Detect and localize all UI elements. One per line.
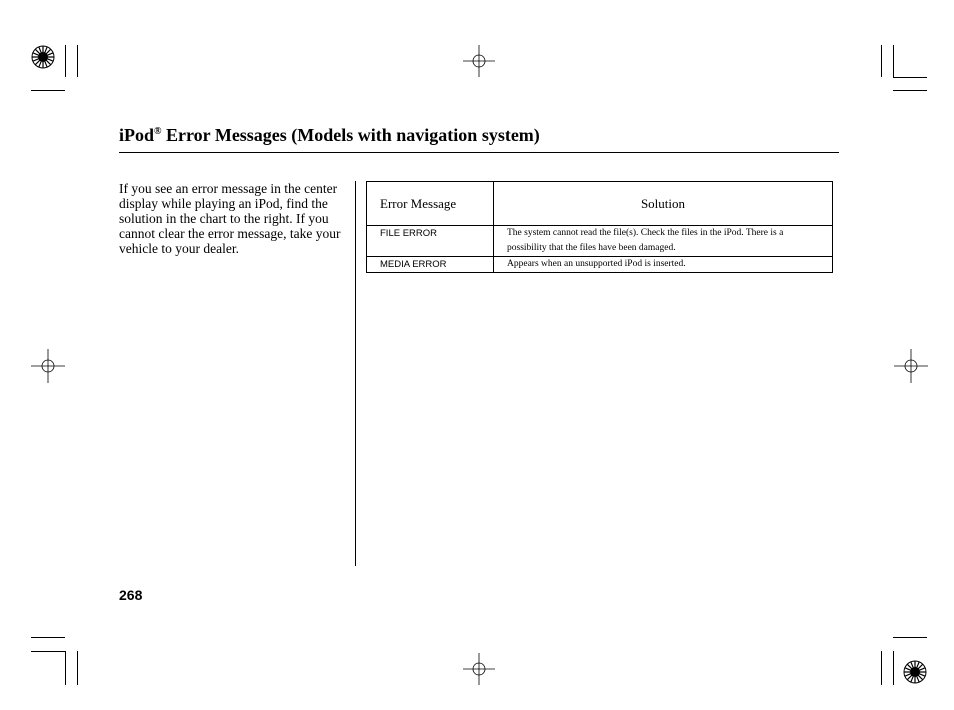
title-divider <box>119 152 839 153</box>
error-code: FILE ERROR <box>367 226 494 257</box>
header-solution: Solution <box>494 182 833 226</box>
crop-line <box>893 637 927 638</box>
crop-line <box>881 45 882 77</box>
registration-crosshair-icon <box>463 45 495 77</box>
page-title <box>119 124 540 146</box>
crop-line <box>77 651 78 685</box>
crop-line <box>65 45 66 77</box>
table-row <box>367 257 833 273</box>
crop-line <box>31 90 65 91</box>
error-code: MEDIA ERROR <box>367 257 494 273</box>
crop-line <box>31 651 65 652</box>
registration-crosshair-icon <box>894 349 928 383</box>
crop-line <box>893 77 927 78</box>
title-text-rest: Error Messages (Models with navigation system) <box>161 125 540 145</box>
table-header-row <box>367 182 833 226</box>
crop-line <box>893 90 927 91</box>
registration-starburst-icon <box>903 660 927 684</box>
crop-line <box>77 45 78 77</box>
header-error-message: Error Message <box>367 182 494 226</box>
registration-starburst-icon <box>31 45 55 69</box>
error-solution: Appears when an unsupported iPod is inserted. <box>494 257 833 273</box>
crop-line <box>893 651 894 685</box>
registered-mark: ® <box>154 126 162 137</box>
crop-line <box>881 651 882 685</box>
table-row <box>367 226 833 257</box>
registration-crosshair-icon <box>463 653 495 685</box>
page-number: 268 <box>119 587 143 603</box>
crop-line <box>65 651 66 685</box>
error-message-table <box>366 181 833 273</box>
crop-line <box>31 637 65 638</box>
intro-paragraph: If you see an error message in the center display while playing an iPod, find the solution in the chart to the right. If you cannot clear the error message, take your vehicle to your dealer. <box>119 181 341 256</box>
column-divider <box>355 181 356 566</box>
title-text: iPod <box>119 125 155 145</box>
error-solution: The system cannot read the file(s). Check the files in the iPod. There is a possibility that the files have been damaged. <box>494 226 833 257</box>
registration-crosshair-icon <box>31 349 65 383</box>
crop-line <box>893 45 894 77</box>
